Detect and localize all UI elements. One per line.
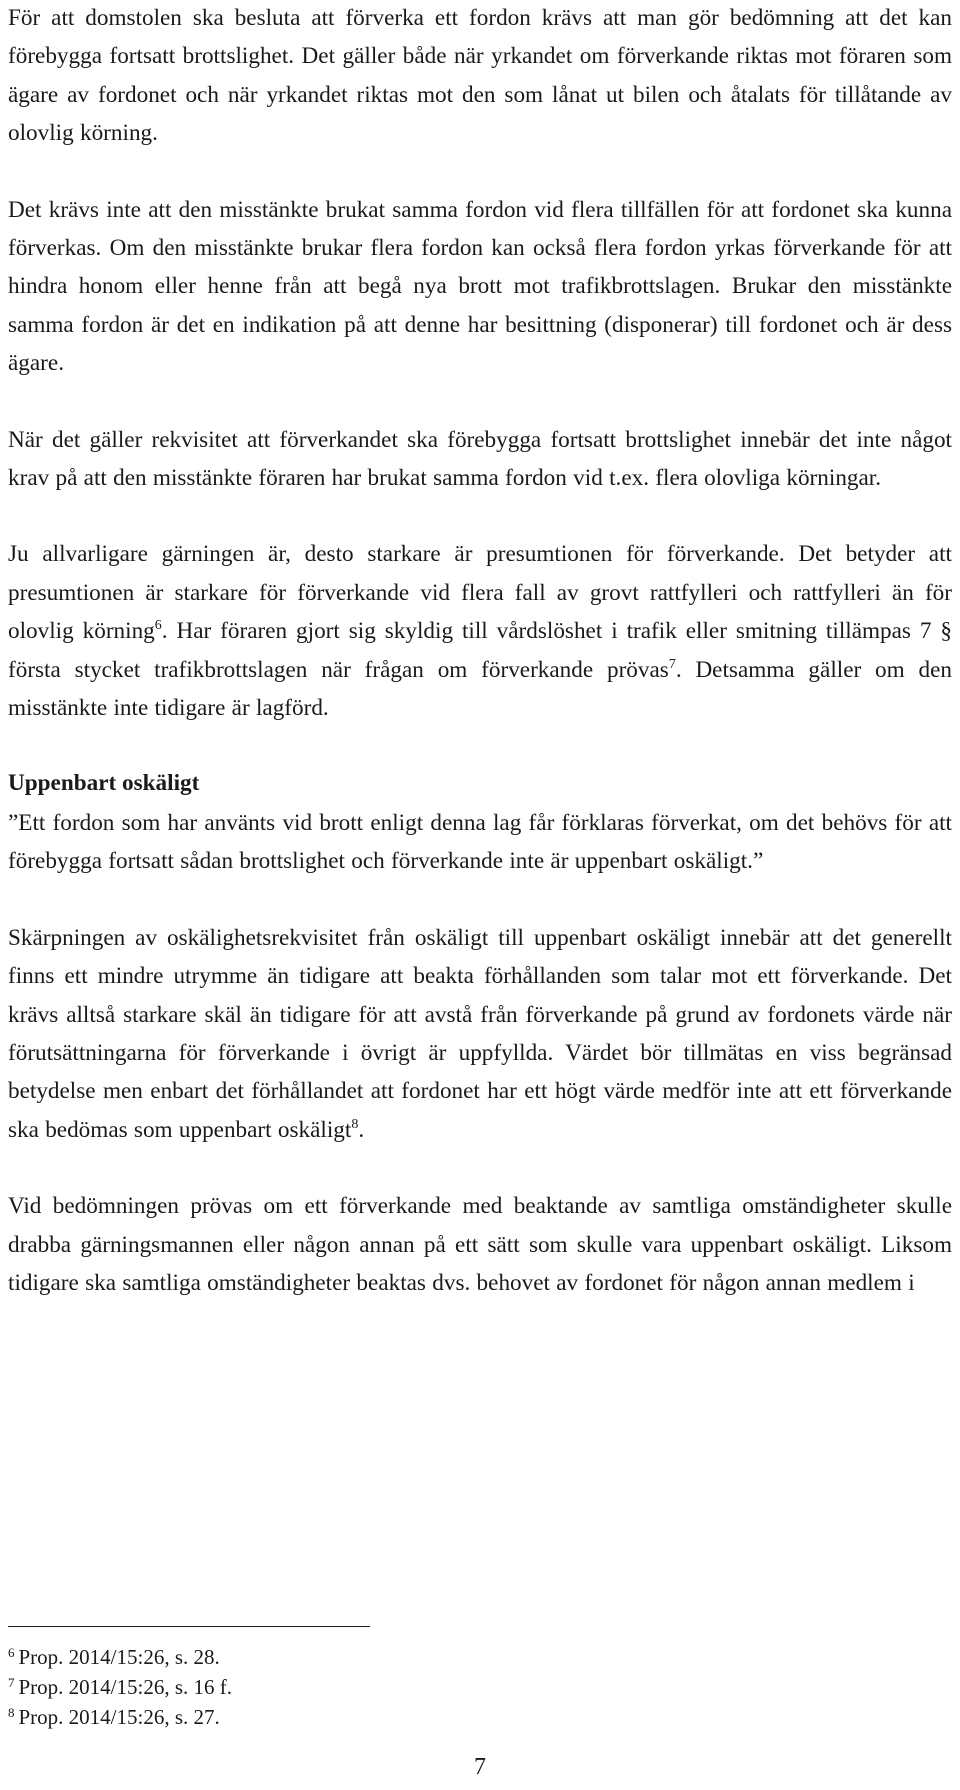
paragraph-presumption-part1: Ju allvarligare gärningen är, desto starkare är presumtionen för förverkande. Det betyder att presumtionen är starkare för förverkande vid flera fall av grovt rattfylleri och rattfylleri än för olovlig körning xyxy=(8,541,952,645)
paragraph-assessment: Vid bedömningen prövas om ett förverkande med beaktande av samtliga omständigheter skulle drabba gärningsmannen eller någon annan på ett sätt som skulle vara uppenbart oskäligt. Liksom tidigare ska samtliga omständigheter beaktas dvs. behovet av fordonet för någon annan medlem i xyxy=(8,1193,952,1296)
law-quote: ”Ett fordon som har använts vid brott enligt denna lag får förklaras förverkat, om det behövs för att förebygga fortsatt sådan brottslighet och förverkande inte är uppenbart oskäligt.” xyxy=(8,809,952,875)
footnote-7 xyxy=(8,1672,232,1702)
section-heading: Uppenbart oskäligt xyxy=(8,769,200,796)
footnote-reference-6: 6 xyxy=(154,618,162,634)
footnote-reference-8: 8 xyxy=(351,1116,359,1132)
paragraph-requisite: När det gäller rekvisitet att förverkandet ska förebygga fortsatt brottslighet innebär det inte något krav på att den misstänkte föraren har brukat samma fordon vid t.ex. flera olovliga körningar. xyxy=(8,426,952,492)
paragraph-same-vehicle: Det krävs inte att den misstänkte brukat samma fordon vid flera tillfällen för att fordonet ska kunna förverkas. Om den misstänkte brukar flera fordon kan också flera fordon yrkas förverkande för att hindra honom eller henne från att begå nya brott mot trafikbrottslagen. Brukar den misstänkte samma fordon är det en indikation på att denne har besittning (disponerar) till fordonet och är dess ägare. xyxy=(8,196,952,377)
footnote-6 xyxy=(8,1642,232,1672)
paragraph-presumption-part2: . Har föraren gjort sig skyldig till vårdslöshet i trafik eller smitning tillämpas 7 § första stycket trafikbrottslagen när frågan om förverkande prövas xyxy=(8,618,952,683)
footnote-text: Prop. 2014/15:26, s. 27. xyxy=(18,1705,220,1729)
footnote-number: 6 xyxy=(8,1645,15,1660)
paragraph-presumption-part3: . Detsamma gäller om den misstänkte inte tidigare är lagförd. xyxy=(8,656,952,722)
page-number: 7 xyxy=(474,1754,486,1780)
footnote-number: 7 xyxy=(8,1675,15,1690)
footnote-8 xyxy=(8,1702,232,1732)
paragraph-sharpening-text: Skärpningen av oskälighetsrekvisitet från oskäligt till uppenbart oskäligt innebär att det generellt finns ett mindre utrymme än tidigare att beakta förhållanden som talar mot ett förverkande. Det krävs alltså starkare skäl än tidigare för att avstå från förverkande på grund av fordonets värde när förutsättningarna för förverkande i övrigt är uppfyllda. Värdet bör tillmätas en viss begränsad betydelse men enbart det förhållandet att fordonet har ett högt värde medför inte att ett förverkande ska bedömas som uppenbart oskäligt xyxy=(8,924,952,1143)
footnote-number: 8 xyxy=(8,1705,15,1720)
paragraph-presumption xyxy=(8,535,952,727)
footnote-text: Prop. 2014/15:26, s. 28. xyxy=(18,1645,220,1669)
footnote-reference-7: 7 xyxy=(668,656,676,672)
paragraph-sharpening-end: . xyxy=(358,1116,365,1143)
footnote-divider xyxy=(8,1626,370,1627)
paragraph-sharpening xyxy=(8,919,952,1149)
footnotes xyxy=(8,1642,232,1732)
footnote-text: Prop. 2014/15:26, s. 16 f. xyxy=(18,1675,233,1699)
paragraph-confiscation-requirement: För att domstolen ska besluta att förverka ett fordon krävs att man gör bedömning att det kan förebygga fortsatt brottslighet. Det gäller både när yrkandet om förverkande riktas mot föraren som ägare av fordonet och när yrkandet riktas mot den som lånat ut bilen och åtalats för tillåtande av olovlig körning. xyxy=(8,5,952,147)
